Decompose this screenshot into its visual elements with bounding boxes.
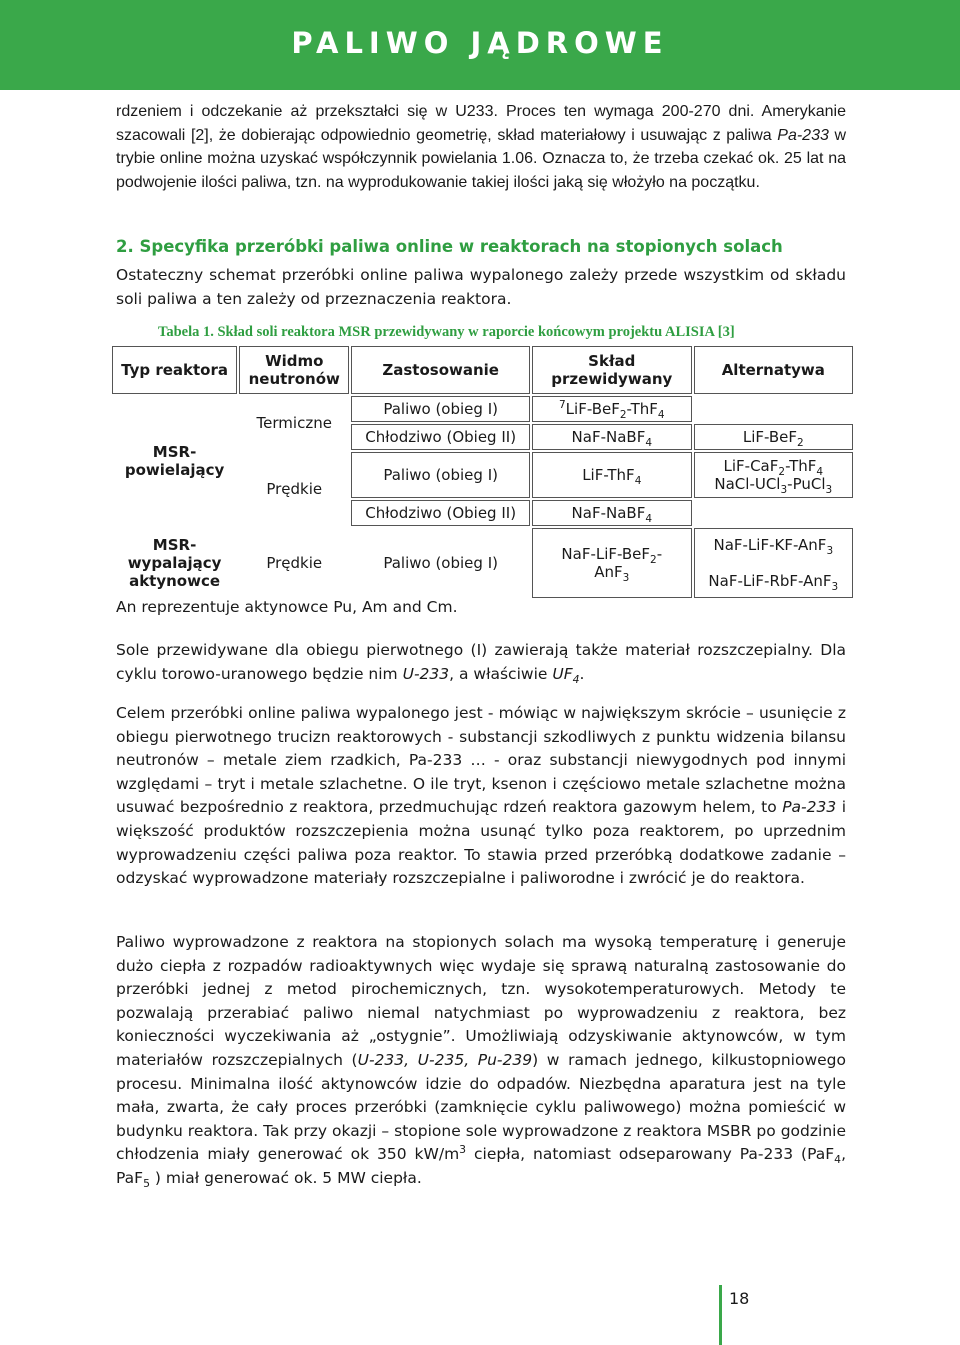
composition-cell: $^7$LiF-BeF$_2$-ThF$_4$	[532, 396, 692, 422]
section-paragraph: Ostateczny schemat przeróbki online paliwa wypalonego zależy przede wszystkim od składu soli paliwa a ten zależy od przeznaczenia reaktora.	[116, 266, 846, 308]
type-breeder: MSR- powielający	[124, 443, 225, 479]
use-coolant: Chłodziwo (Obieg II)	[351, 424, 530, 450]
intro-paragraph	[116, 100, 846, 194]
composition-cell: NaF-NaBF$_4$	[532, 424, 692, 450]
alternative-cell: NaF-LiF-KF-AnF$_3$ NaF-LiF-RbF-AnF$_3$	[694, 528, 853, 598]
table-header-row	[112, 346, 853, 394]
section-heading: 2. Specyfika przeróbki paliwa online w reaktorach na stopionych solach	[116, 237, 783, 256]
header-type: Typ reaktora	[112, 346, 237, 394]
paragraph-pyrochemistry: Paliwo wyprowadzone z reaktora na stopionych solach ma wysoką temperaturę i generuje dużo ciepła z rozpadów radioaktywnych więc wydaje się sprawą naturalną zastosowanie do przeróbki jednej z metod pirochemicznych, tzn. wysokotemperaturowych. Metody te pozwalają przerabiać paliwo niemal natychmiast po wyprowadzeniu z reaktora, bez konieczności wyczekiwania aż „ostygnie”. Umożliwiają odzyskiwanie aktynowców, w tym materiałów rozszczepialnych (U-233, U-235, Pu-239) w ramach jednego, kilkustopniowego procesu. Minimalna ilość aktynowców idzie do odpadów. Niezbędna aparatura jest na tyle mała, zwarta, że cały proces przeróbki (zamknięcie cyklu paliwowego) można pomieścić w budynku reaktora. Tak przy okazji – stopione sole wyprowadzone z reaktora MSBR po godzinie chłodzenia miały generować ok 350 $kW/m^3$ ciepła, natomiast odseparowany Pa-233 (PaF$_4$, PaF$_5$ ) miał generować ok. 5 MW ciepła.	[116, 933, 847, 1191]
use-fuel: Paliwo (obieg I)	[351, 396, 530, 422]
table-caption: Tabela 1. Skład soli reaktora MSR przewidywany w raporcie końcowym projektu ALISIA [3]	[158, 324, 735, 340]
spectrum-fast: Prędkie	[266, 554, 323, 572]
composition-cell: LiF-ThF$_4$	[532, 452, 692, 498]
paragraph-fissile: Sole przewidywane dla obiegu pierwotnego (I) zawierają także materiał rozszczepialny. Dla cyklu torowo-uranowego będzie nim U-233, a właściwie $UF_4$.	[116, 641, 846, 686]
paragraph-processing-goal: Celem przeróbki online paliwa wypalonego jest - mówiąc w największym skrócie – usunięcie z obiegu pierwotnego trucizn reaktorowych - substancji szkodliwych z punktu widzenia bilansu neutronów – metale ziem rzadkich, Pa-233 … - oraz substancji niewygodnych pod innymi względami – tryt i metale szlachetne. O ile tryt, ksenon i częściowo metale szlachetne można usuwać bezpośrednio z reaktora, przedmuchując rdzeń reaktora gazowym helem, to Pa-233 i większość produktów rozszczepienia można usunąć tylko poza reaktorem, po uprzednim wyprowadzeniu części paliwa poza reaktor. To stawia przed przeróbką dodatkowe zadanie – odzyskać wyprowadzone materiały rozszczepialne i paliworodne i zwrócić je do reaktora.	[116, 704, 846, 888]
header-alternative: Alternatywa	[694, 346, 853, 394]
alternative-cell-empty	[694, 396, 853, 422]
alternative-cell: LiF-BeF$_2$	[694, 424, 853, 450]
composition-cell: NaF-LiF-BeF$_2$- AnF$_3$	[532, 528, 692, 598]
intro-text-a: rdzeniem i odczekanie aż przekształci się w U233. Proces ten wymaga 200-270 dni. Amerykanie szacowali [2], że dobierając odpowiednio geometrię, skład materiałowy i usuwając z paliwa	[116, 103, 846, 144]
table-row	[112, 396, 853, 422]
type-burner: MSR- wypalający aktynowce	[127, 536, 222, 590]
header-banner	[0, 0, 960, 90]
spectrum-fast: Prędkie	[266, 480, 323, 498]
header-use: Zastosowanie	[351, 346, 530, 394]
use-coolant: Chłodziwo (Obieg II)	[351, 500, 530, 526]
table-row	[112, 528, 853, 598]
table-footnote: An reprezentuje aktynowce Pu, Am and Cm.	[116, 598, 458, 616]
spectrum-thermal: Termiczne	[256, 414, 332, 432]
alternative-cell-empty	[694, 500, 853, 526]
use-fuel: Paliwo (obieg I)	[351, 452, 530, 498]
page-number: 18	[729, 1289, 750, 1308]
intro-text-b: w trybie online można uzyskać współczynnik powielania 1.06. Oznacza to, że trzeba czekać ok. 25 lat na podwojenie ilości paliwa, tzn. na wyprodukowanie takiej ilości jaką się włożyło na początku.	[116, 126, 847, 191]
header-composition: Skład przewidywany	[532, 346, 692, 394]
use-fuel: Paliwo (obieg I)	[383, 554, 498, 572]
page-title: PALIWO JĄDROWE	[291, 26, 669, 60]
intro-isotope: Pa-233	[777, 126, 829, 144]
alternative-cell: LiF-CaF$_2$-ThF$_4$ NaCl-UCl$_3$-PuCl$_3$	[694, 452, 853, 498]
page-number-bar	[719, 1285, 722, 1345]
salt-composition-table	[110, 344, 855, 600]
composition-cell: NaF-NaBF$_4$	[532, 500, 692, 526]
header-spectrum: Widmo neutronów	[239, 346, 349, 394]
